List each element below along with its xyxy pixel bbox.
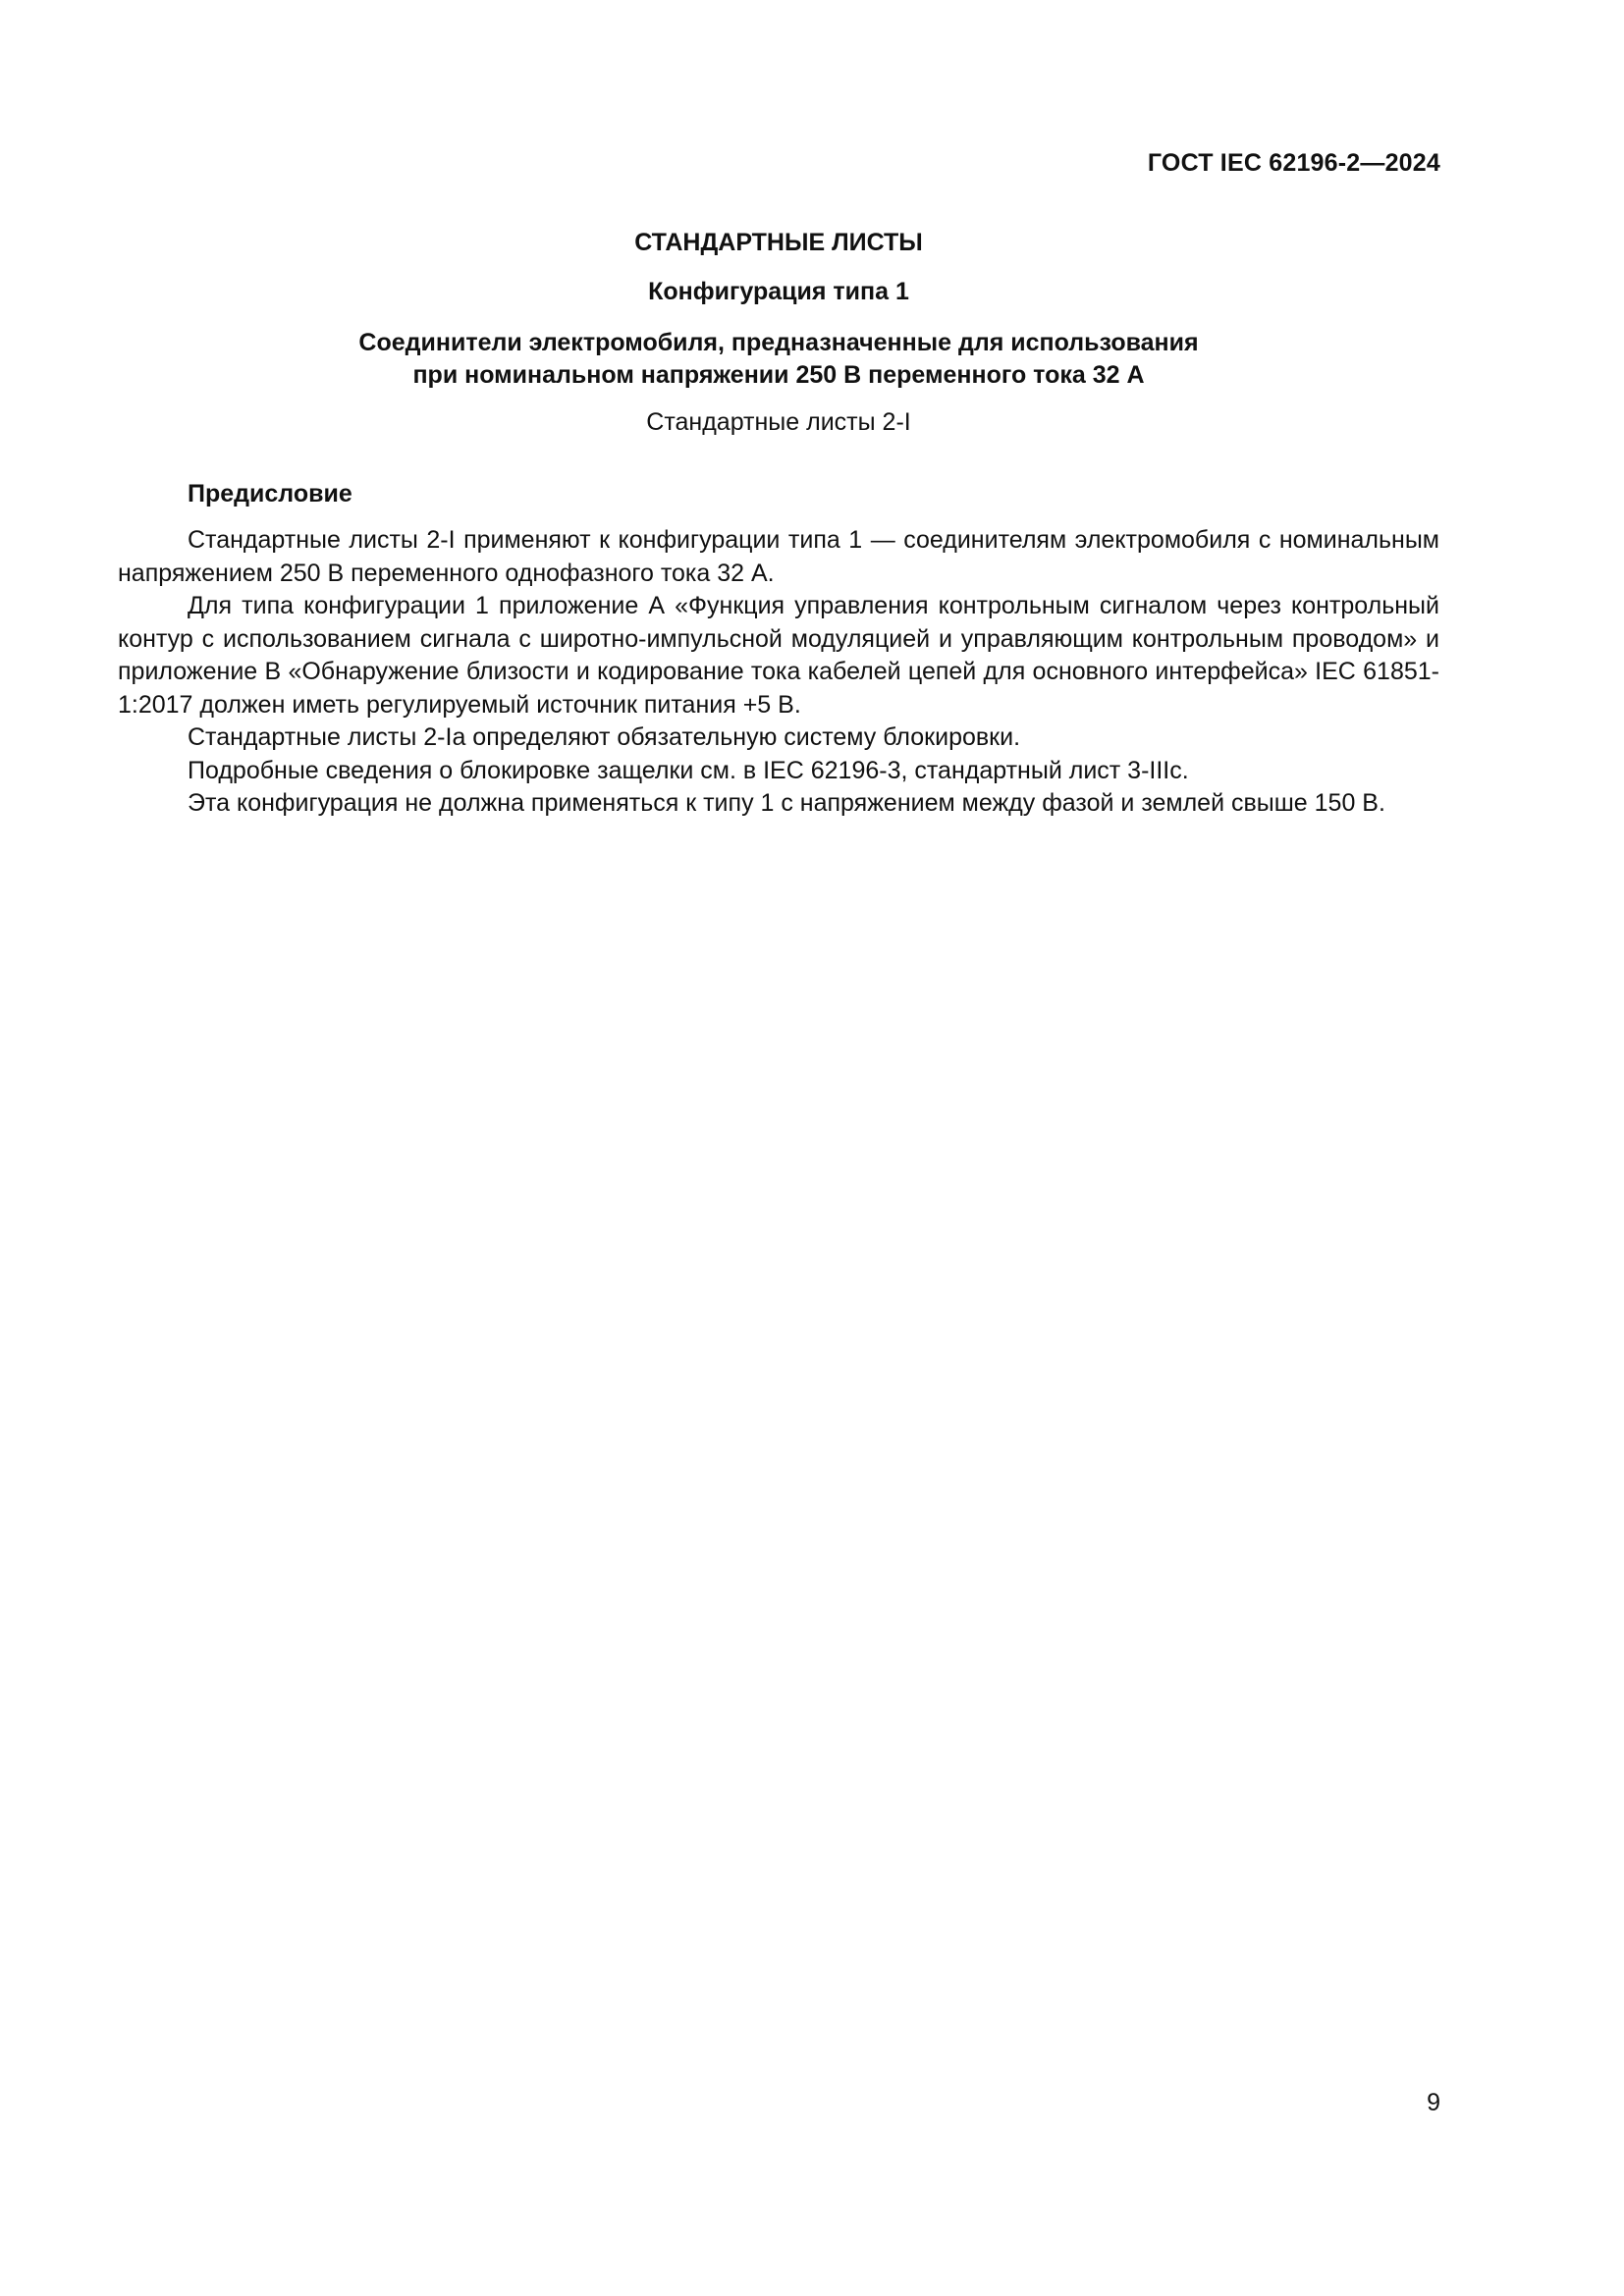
section-title: СТАНДАРТНЫЕ ЛИСТЫ [634, 229, 923, 256]
foreword-heading: Предисловие [188, 480, 352, 507]
description-title-line-2: при номинальном напряжении 250 В переменного тока 32 А [412, 361, 1145, 389]
paragraph: Эта конфигурация не должна применяться к типу 1 с напряжением между фазой и землей свыше 150 В. [188, 789, 1385, 817]
page-number: 9 [1427, 2089, 1440, 2116]
foreword-body [118, 524, 1439, 821]
paragraph: Стандартные листы 2-Ia определяют обязательную систему блокировки. [188, 723, 1021, 751]
paragraph: Стандартные листы 2-I применяют к конфигурации типа 1 — соединителям электромобиля с номинальным напряжением 250 В переменного однофазного тока 32 А. [118, 526, 1439, 587]
description-title [118, 327, 1439, 392]
description-title-line-1: Соединители электромобиля, предназначенные для использования [358, 329, 1199, 356]
sheet-subtitle: Стандартные листы 2-I [646, 408, 911, 436]
paragraph: Для типа конфигурации 1 приложение А «Функция управления контрольным сигналом через контрольный контур с использованием сигнала с широтно-импульсной модуляцией и управляющим контрольным проводом» и приложение В «Обнаружение близости и кодирование тока кабелей цепей для основного интерфейса» IEC 61851-1:2017 должен иметь регулируемый источник питания +5 В. [118, 592, 1439, 719]
document-code: ГОСТ IEC 62196-2—2024 [1147, 149, 1440, 177]
paragraph: Подробные сведения о блокировке защелки см. в IEC 62196-3, стандартный лист 3-IIIc. [188, 756, 1189, 784]
configuration-title: Конфигурация типа 1 [648, 278, 909, 305]
